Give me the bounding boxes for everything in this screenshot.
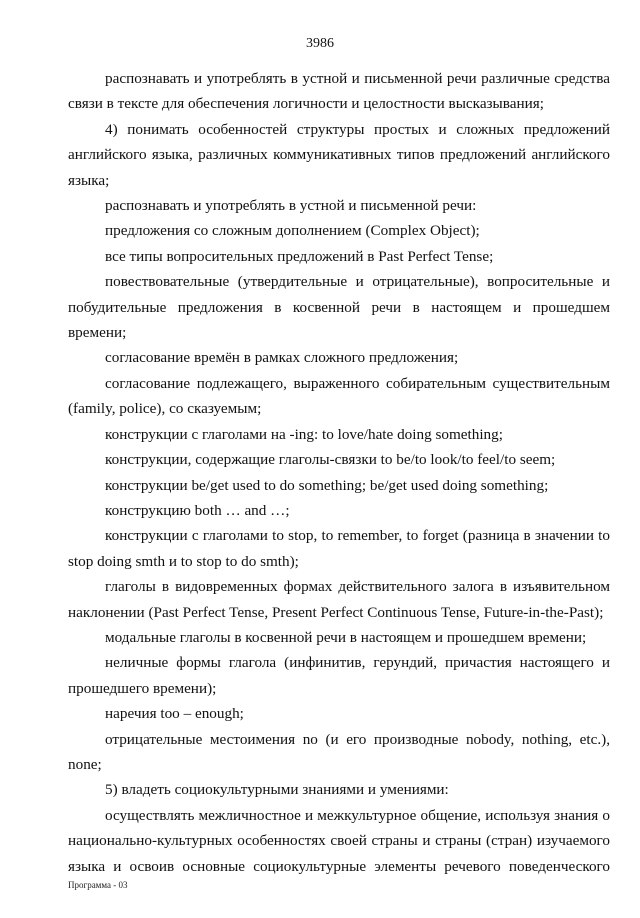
paragraph-11: конструкции be/get used to do something; be/get used doing something; xyxy=(105,476,549,494)
paragraph-13: конструкции с глаголами to stop, to remember, to forget (разница в значении to stop doing smth и to stop to do smth); xyxy=(68,527,610,570)
paragraph-19: 5) владеть социокультурными знаниями и умениями: xyxy=(105,781,449,799)
paragraph-10: конструкции, содержащие глаголы-связки to be/to look/to feel/to seem; xyxy=(105,451,556,469)
paragraph-5: все типы вопросительных предложений в Past Perfect Tense; xyxy=(105,247,494,265)
paragraph-6: повествовательные (утвердительные и отрицательные), вопросительные и побудительные предложения в косвенной речи в настоящем и прошедшем времени; xyxy=(68,273,610,342)
paragraph-16: неличные формы глагола (инфинитив, герундий, причастия настоящего и прошедшего времени); xyxy=(68,654,610,697)
paragraph-20: осуществлять межличностное и межкультурное общение, используя знания о национально-культурных особенностях своей страны и страны (стран) изучаемого языка и освоив основные социокультурные элементы речевого поведенческого xyxy=(68,806,610,875)
page-number: 3986 xyxy=(306,36,334,51)
paragraph-1: распознавать и употреблять в устной и письменной речи различные средства связи в тексте для обеспечения логичности и целостности высказывания; xyxy=(68,70,610,113)
paragraph-18: отрицательные местоимения no (и его производные nobody, nothing, etc.), none; xyxy=(68,730,610,773)
paragraph-8: согласование подлежащего, выраженного собирательным существительным (family, police), со сказуемым; xyxy=(68,374,610,418)
paragraph-2: 4) понимать особенностей структуры простых и сложных предложений английского языка, различных коммуникативных типов предложений английского языка; xyxy=(68,120,610,189)
paragraph-9: конструкции с глаголами на -ing: to love/hate doing something; xyxy=(105,425,503,443)
paragraph-3: распознавать и употреблять в устной и письменной речи: xyxy=(105,197,477,215)
paragraph-17: наречия too – enough; xyxy=(105,705,244,723)
paragraph-15: модальные глаголы в косвенной речи в настоящем и прошедшем времени; xyxy=(105,628,587,646)
paragraph-7: согласование времён в рамках сложного предложения; xyxy=(105,349,459,367)
paragraph-12: конструкцию both … and …; xyxy=(105,501,290,519)
paragraph-14: глаголы в видовременных формах действительного залога в изъявительном наклонении (Past Perfect Tense, Present Perfect Continuous Tense, Future-in-the-Past); xyxy=(68,578,610,621)
paragraph-4: предложения со сложным дополнением (Complex Object); xyxy=(105,222,480,240)
body-text xyxy=(68,66,610,879)
footer-label: Программа - 03 xyxy=(68,880,128,890)
